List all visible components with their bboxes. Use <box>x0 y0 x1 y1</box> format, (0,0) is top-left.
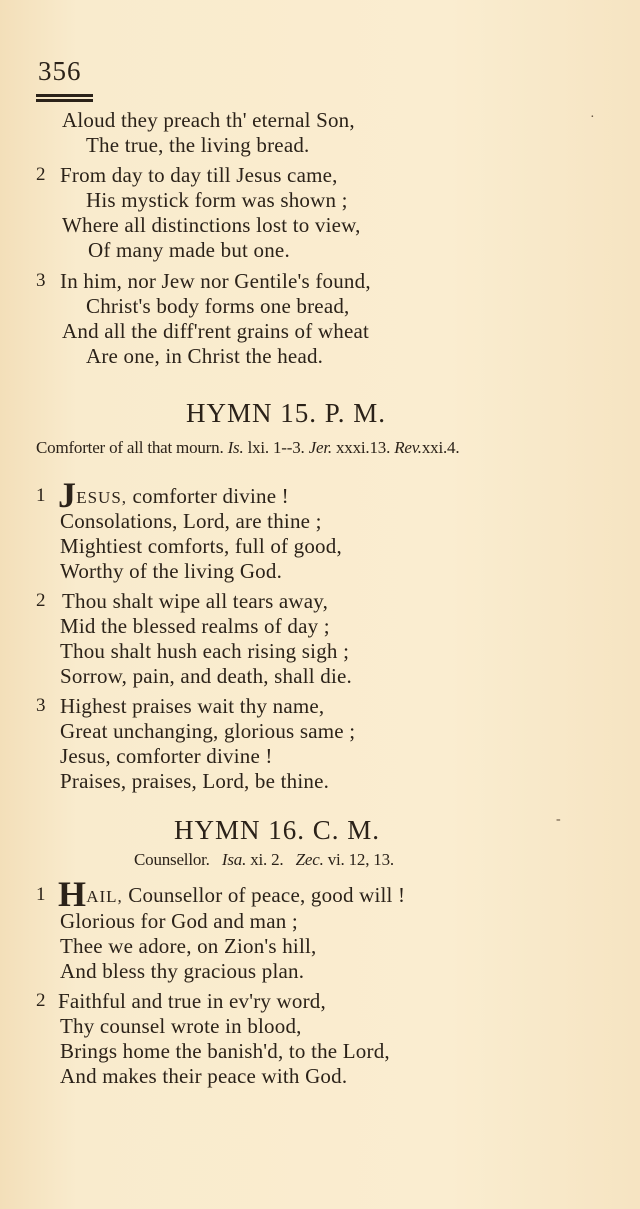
drop-cap: H <box>58 874 87 914</box>
scripture-ref: lxi. 1--3. <box>247 438 305 457</box>
verse-line: Thee we adore, on Zion's hill, <box>60 934 317 958</box>
scripture-book: Zec. <box>295 850 324 869</box>
verse-line: Sorrow, pain, and death, shall die. <box>60 664 352 688</box>
verse-number: 3 <box>36 270 46 291</box>
verse-line: Jesus, comforter divine ! <box>60 744 273 768</box>
verse-number: 3 <box>36 695 46 716</box>
verse-line: Brings home the banish'd, to the Lord, <box>60 1039 390 1063</box>
verse-number: 1 <box>36 485 46 506</box>
verse-line: Glorious for God and man ; <box>60 909 298 933</box>
verse-line: In him, nor Jew nor Gentile's found, <box>60 269 371 293</box>
verse-line: Highest praises wait thy name, <box>60 694 325 718</box>
scripture-ref: xi. 2. <box>250 850 284 869</box>
verse-line: Consolations, Lord, are thine ; <box>60 509 322 533</box>
verse-line: Thy counsel wrote in blood, <box>60 1014 302 1038</box>
verse-line <box>58 475 289 515</box>
verse-line: Mid the blessed realms of day ; <box>60 614 330 638</box>
hymn-title: HYMN 15. P. M. <box>186 398 387 428</box>
verse-line: Christ's body forms one bread, <box>86 294 350 318</box>
scripture-ref: vi. 12, 13. <box>327 850 394 869</box>
ink-speck: - <box>556 812 561 827</box>
scripture-ref: xxxi.13. <box>336 438 391 457</box>
header-rule <box>36 94 93 97</box>
verse-line: Are one, in Christ the head. <box>86 344 324 368</box>
hymn-subtitle <box>36 438 459 458</box>
scripture-book: Is. <box>227 438 244 457</box>
verse-line: Of many made but one. <box>88 238 290 262</box>
verse-number: 1 <box>36 884 46 905</box>
verse-line: And makes their peace with God. <box>60 1064 348 1088</box>
verse-number: 2 <box>36 164 46 185</box>
header-rule <box>36 99 93 102</box>
verse-line: Worthy of the living God. <box>60 559 283 583</box>
subtitle-text: Comforter of all that mourn. <box>36 438 224 457</box>
scripture-book: Isa. <box>221 850 247 869</box>
verse-number: 2 <box>36 990 46 1011</box>
verse-line: Thou shalt hush each rising sigh ; <box>60 639 350 663</box>
ink-speck: · <box>590 110 595 125</box>
verse-line: Thou shalt wipe all tears away, <box>62 589 329 613</box>
page-number: 356 <box>38 56 82 86</box>
line-rest: comforter divine ! <box>127 484 289 508</box>
verse-line <box>58 874 406 914</box>
verse-line: His mystick form was shown ; <box>86 188 348 212</box>
scripture-book: Jer. <box>308 438 332 457</box>
verse-line: And bless thy gracious plan. <box>60 959 305 983</box>
verse-line: From day to day till Jesus came, <box>60 163 338 187</box>
verse-line: Aloud they preach th' eternal Son, <box>62 108 355 132</box>
line-rest: Counsellor of peace, good will ! <box>122 883 406 907</box>
scripture-book: Rev. <box>394 438 422 457</box>
drop-cap: J <box>58 475 77 515</box>
verse-line: Where all distinctions lost to view, <box>62 213 361 237</box>
scripture-ref: xxi.4. <box>421 438 460 457</box>
subtitle-text: Counsellor. <box>134 850 210 869</box>
verse-line: Mightiest comforts, full of good, <box>60 534 342 558</box>
small-caps-word: AIL, <box>86 887 123 906</box>
verse-line: Praises, praises, Lord, be thine. <box>60 769 330 793</box>
hymn-subtitle <box>134 850 394 870</box>
small-caps-word: ESUS, <box>76 488 128 507</box>
verse-line: Faithful and true in ev'ry word, <box>58 989 326 1013</box>
verse-line: Great unchanging, glorious same ; <box>60 719 356 743</box>
verse-number: 2 <box>36 590 46 611</box>
hymn-title: HYMN 16. C. M. <box>174 815 381 845</box>
verse-line: The true, the living bread. <box>86 133 310 157</box>
verse-line: And all the diff'rent grains of wheat <box>62 319 370 343</box>
